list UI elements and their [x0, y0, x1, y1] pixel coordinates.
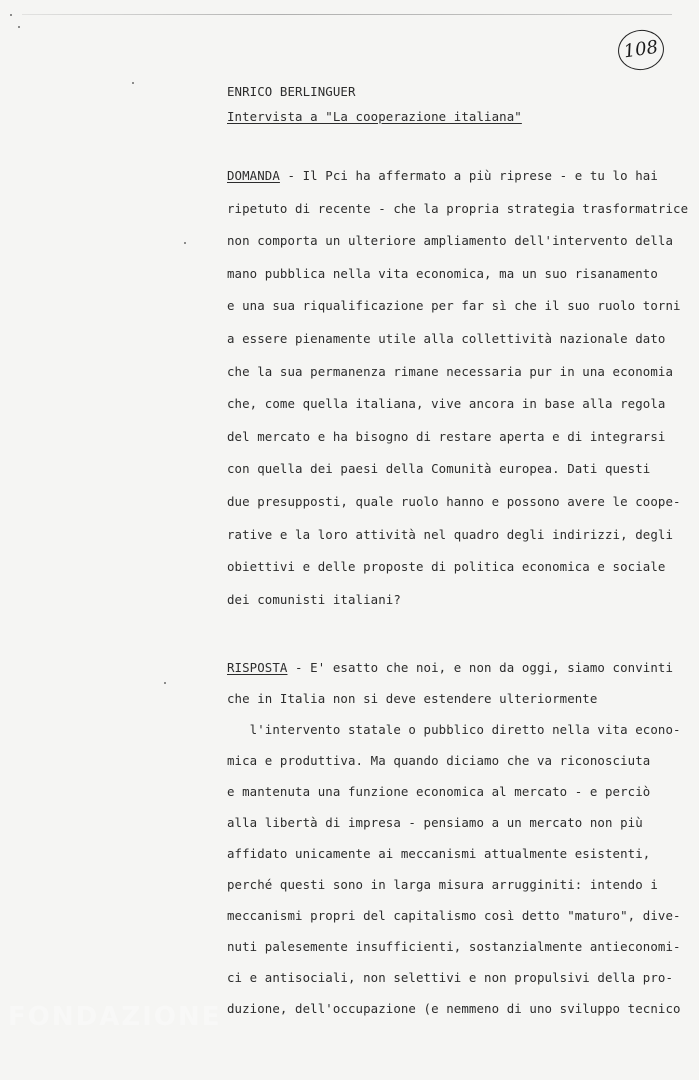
answer-line-text: l'intervento statale o pubblico diretto nella vita econo-	[227, 722, 681, 737]
question-line-text: due presupposti, quale ruolo hanno e possono avere le coope-	[227, 494, 681, 509]
question-line-text: a essere pienamente utile alla collettività nazionale dato	[227, 331, 666, 346]
answer-line	[227, 660, 673, 675]
question-line	[227, 429, 665, 444]
ink-speck	[184, 242, 186, 244]
answer-label: RISPOSTA	[227, 660, 288, 675]
question-line-text: e una sua riqualificazione per far sì che il suo ruolo torni	[227, 298, 681, 314]
question-line-text: mano pubblica nella vita economica, ma un suo risanamento	[227, 265, 658, 281]
answer-line-text: mica e produttiva. Ma quando diciamo che va riconosciuta	[227, 753, 651, 768]
answer-line-text: duzione, dell'occupazione (e nemmeno di uno sviluppo tecnico	[227, 1001, 681, 1016]
answer-line-text: meccanismi propri del capitalismo così detto "maturo", dive-	[227, 908, 681, 923]
answer-line	[227, 784, 650, 799]
answer-line	[227, 815, 643, 830]
question-line	[227, 494, 681, 509]
question-line-text: del mercato e ha bisogno di restare aperta e di integrarsi	[227, 428, 666, 444]
question-line	[227, 168, 658, 183]
question-label: DOMANDA	[227, 168, 280, 183]
answer-line	[227, 722, 681, 737]
document-title: Intervista a "La cooperazione italiana"	[227, 109, 522, 124]
question-line	[227, 527, 673, 542]
question-line	[227, 331, 665, 346]
answer-line-text: ci e antisociali, non selettivi e non propulsivi della pro-	[227, 970, 674, 985]
question-line	[227, 364, 673, 379]
answer-line	[227, 753, 650, 768]
question-line	[227, 298, 681, 313]
answer-line	[227, 691, 597, 706]
question-line-text: ripetuto di recente - che la propria strategia trasformatrice	[227, 200, 689, 216]
question-line-text: obiettivi e delle proposte di politica economica e sociale	[227, 559, 666, 575]
author-name: ENRICO BERLINGUER	[227, 84, 356, 99]
answer-line	[227, 939, 681, 954]
answer-line-text: alla libertà di impresa - pensiamo a un mercato non più	[227, 815, 643, 830]
archive-watermark: FONDAZIONE	[8, 1002, 222, 1032]
answer-line-text: - E' esatto che noi, e non da oggi, siamo convinti	[287, 660, 674, 675]
ink-speck	[164, 682, 166, 684]
answer-line-text: e mantenuta una funzione economica al mercato - e perciò	[227, 784, 651, 799]
question-line	[227, 592, 401, 607]
answer-line	[227, 846, 650, 861]
question-line	[227, 396, 665, 411]
answer-line	[227, 1001, 681, 1016]
answer-line	[227, 877, 658, 892]
question-line-text: che, come quella italiana, vive ancora in base alla regola	[227, 396, 666, 412]
question-line-text: - Il Pci ha affermato a più riprese - e tu lo hai	[279, 168, 658, 183]
answer-line	[227, 970, 673, 985]
question-line-text: dei comunisti italiani?	[227, 591, 401, 607]
ink-speck	[10, 14, 12, 16]
answer-line-text: che in Italia non si deve estendere ulteriormente	[227, 691, 598, 706]
answer-line-text: affidato unicamente ai meccanismi attualmente esistenti,	[227, 846, 651, 861]
answer-line-text: nuti palesemente insufficienti, sostanzialmente antieconomi-	[227, 939, 681, 954]
answer-line-text: perché questi sono in larga misura arrugginiti: intendo i	[227, 877, 658, 892]
ink-speck	[132, 82, 134, 84]
question-line-text: non comporta un ulteriore ampliamento dell'intervento della	[227, 233, 674, 249]
ink-speck	[18, 26, 20, 28]
question-line-text: che la sua permanenza rimane necessaria pur in una economia	[227, 363, 674, 379]
question-line	[227, 266, 658, 281]
page-number-circle: 108	[615, 27, 666, 73]
question-line	[227, 461, 650, 476]
question-line	[227, 233, 673, 248]
top-edge-line	[22, 14, 672, 15]
question-line	[227, 201, 688, 216]
question-line-text: con quella dei paesi della Comunità europea. Dati questi	[227, 461, 651, 477]
answer-line	[227, 908, 681, 923]
question-line-text: rative e la loro attività nel quadro degli indirizzi, degli	[227, 526, 674, 542]
question-line	[227, 559, 665, 574]
